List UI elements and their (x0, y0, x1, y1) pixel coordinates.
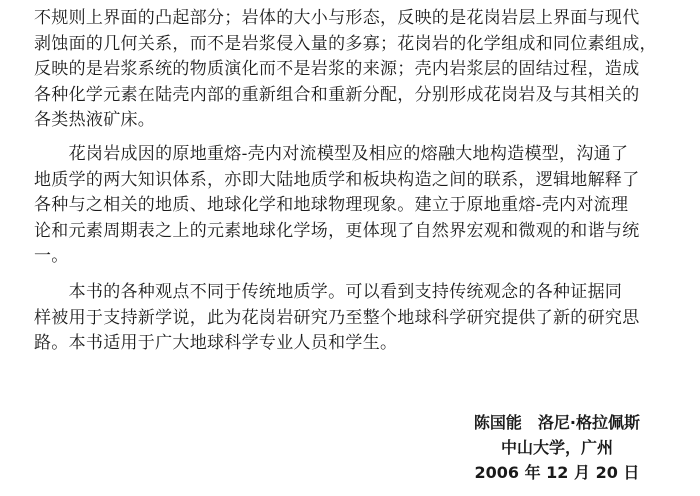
signature-block (474, 410, 640, 485)
text-line: 路。本书适用于广大地球科学专业人员和学生。 (34, 333, 398, 354)
text-line: 各种与之相关的地质、地球化学和地球物理现象。建立于原地重熔-壳内对流理 (34, 195, 629, 216)
paragraph-2 (34, 142, 678, 270)
affiliation: 中山大学，广州 (500, 438, 613, 457)
signature-date: 2006 年 12 月 20 日 (474, 463, 640, 482)
text-line: 本书的各种观点不同于传统地质学。可以看到支持传统观念的各种证据同 (34, 281, 623, 302)
text-line: 反映的是岩浆系统的物质演化而不是岩浆的来源；壳内岩浆层的固结过程，造成 (34, 59, 640, 80)
text-line: 剥蚀面的几何关系，而不是岩浆侵入量的多寡；花岗岩的化学组成和同位素组成， (34, 33, 657, 54)
text-line: 不规则上界面的凸起部分；岩体的大小与形态，反映的是花岗岩层上界面与现代 (34, 8, 640, 28)
paragraph-1 (34, 6, 678, 134)
text-line: 样被用于支持新学说，此为花岗岩研究乃至整个地球科学研究提供了新的研究思 (34, 307, 640, 328)
text-line: 各类热液矿床。 (34, 110, 156, 131)
text-line: 各种化学元素在陆壳内部的重新组合和重新分配，分别形成花岗岩及与其相关的 (34, 84, 640, 105)
text-line: 花岗岩成因的原地重熔-壳内对流模型及相应的熔融大地构造模型，沟通了 (34, 143, 629, 164)
text-line: 一。 (34, 246, 69, 267)
text-line: 地质学的两大知识体系，亦即大陆地质学和板块构造之间的联系，逻辑地解释了 (34, 169, 640, 190)
paragraph-3 (34, 280, 678, 357)
author-names: 陈国能 洛尼·格拉佩斯 (473, 413, 640, 432)
text-line: 论和元素周期表之上的元素地球化学场，更体现了自然界宏观和微观的和谐与统 (34, 220, 640, 241)
